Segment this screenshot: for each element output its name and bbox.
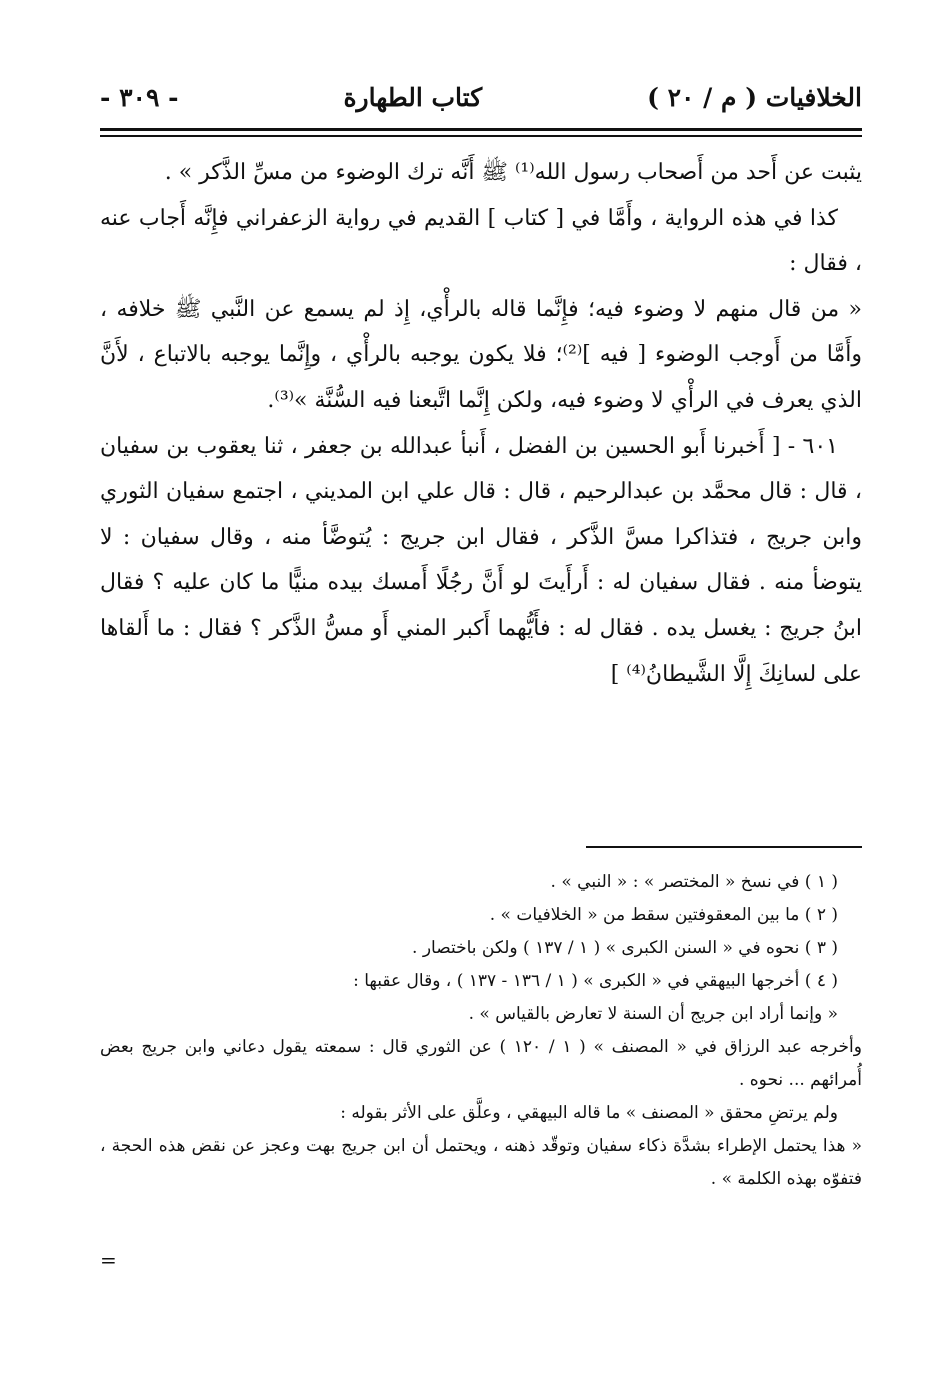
paragraph-3: « من قال منهم لا وضوء فيه؛ فإِنَّما قاله بالرأْي، إِذ لم يسمع عن النَّبي ﷺ خلافه ، وأَمَّا من أَوجب الوضوء [ فيه ]⁽²⁾؛ فلا يكون يوجبه بالرأْي ، وإِنَّما يوجبه بالاتباع ، لأَنَّ الذي يعرف في الرأْي لا وضوء فيه، ولكن إِنَّما اتَّبعنا فيه السُّنَّة »⁽³⁾. — [100, 296, 862, 413]
header-chapter-title: كتاب الطهارة — [343, 82, 483, 112]
header-rule-thin — [100, 135, 862, 137]
footnote-4-quote: « وإنما أراد ابن جريج أن السنة لا تعارض بالقياس » . — [468, 1004, 838, 1024]
page-header — [100, 72, 862, 122]
continuation-mark: = — [100, 1248, 117, 1272]
header-book-title: الخلافيات ( م / ٢٠ ) — [647, 82, 862, 112]
footnote-4-comment: ولم يرتضِ محقق « المصنف » ما قاله البيهقي ، وعلَّق على الأثر بقوله : — [340, 1103, 838, 1123]
footnote-4-quote-2: « هذا يحتمل الإطراء بشدَّة ذكاء سفيان وتوقّد ذهنه ، ويحتمل أن ابن جريج بهت وعجز عن نقض هذه الحجة ، فتفوّه بهذه الكلمة » . — [100, 1136, 862, 1189]
main-text — [100, 150, 862, 697]
footnote-3: ( ٣ ) نحوه في « السنن الكبرى » ( ١ / ١٣٧ ) ولكن باختصار . — [412, 938, 838, 958]
header-rule-thick — [100, 128, 862, 131]
paragraph-2: كذا في هذه الرواية ، وأَمَّا في [ كتاب ] القديم في رواية الزعفراني فإِنَّه أَجاب عنه ، فقال : — [100, 205, 862, 277]
footnote-2: ( ٢ ) ما بين المعقوفتين سقط من « الخلافيات » . — [489, 905, 838, 925]
paragraph-4: ٦٠١ - [ أَخبرنا أَبو الحسين بن الفضل ، أَنبأ عبدالله بن جعفر ، ثنا يعقوب بن سفيان ، قال : قال محمَّد بن عبدالرحيم ، قال : قال علي ابن المديني ، اجتمع سفيان الثوري وابن جريج ، فتذاكرا مسَّ الذَّكر ، فقال ابن جريج : يُتوضَّأ منه ، وقال سفيان : لا يتوضأ منه . فقال سفيان له : أَرأَيتَ لو أَنَّ رجُلًا أَمسك بيده منيًّا ما كان عليه ؟ فقال ابنُ جريج : يغسل يده . فقال له : فأَيُّهما أَكبر المني أَو مسُّ الذَّكر ؟ فقال : ما أَلقاها على لسانِكَ إِلَّا الشَّيطانُ⁽⁴⁾ ] — [100, 433, 862, 687]
footnotes — [100, 866, 862, 1196]
footnote-4-source: وأخرجه عبد الرزاق في « المصنف » ( ١ / ١٢٠ ) عن الثوري قال : سمعته يقول دعاني وابن جريج بعض أُمرائهم ... نحوه . — [100, 1037, 862, 1090]
footnote-4-line-1: ( ٤ ) أخرجها البيهقي في « الكبرى » ( ١ / ١٣٦ - ١٣٧ ) ، وقال عقبها : — [353, 971, 838, 991]
footnote-rule — [586, 846, 862, 848]
header-page-number: - ٣٠٩ - — [100, 82, 179, 112]
paragraph-1: يثبت عن أَحد من أَصحاب رسول الله⁽¹⁾ ﷺ أَنَّه ترك الوضوء من مسِّ الذَّكر » . — [164, 160, 862, 185]
footnote-1: ( ١ ) في نسخ « المختصر » : « النبي » . — [550, 872, 838, 892]
